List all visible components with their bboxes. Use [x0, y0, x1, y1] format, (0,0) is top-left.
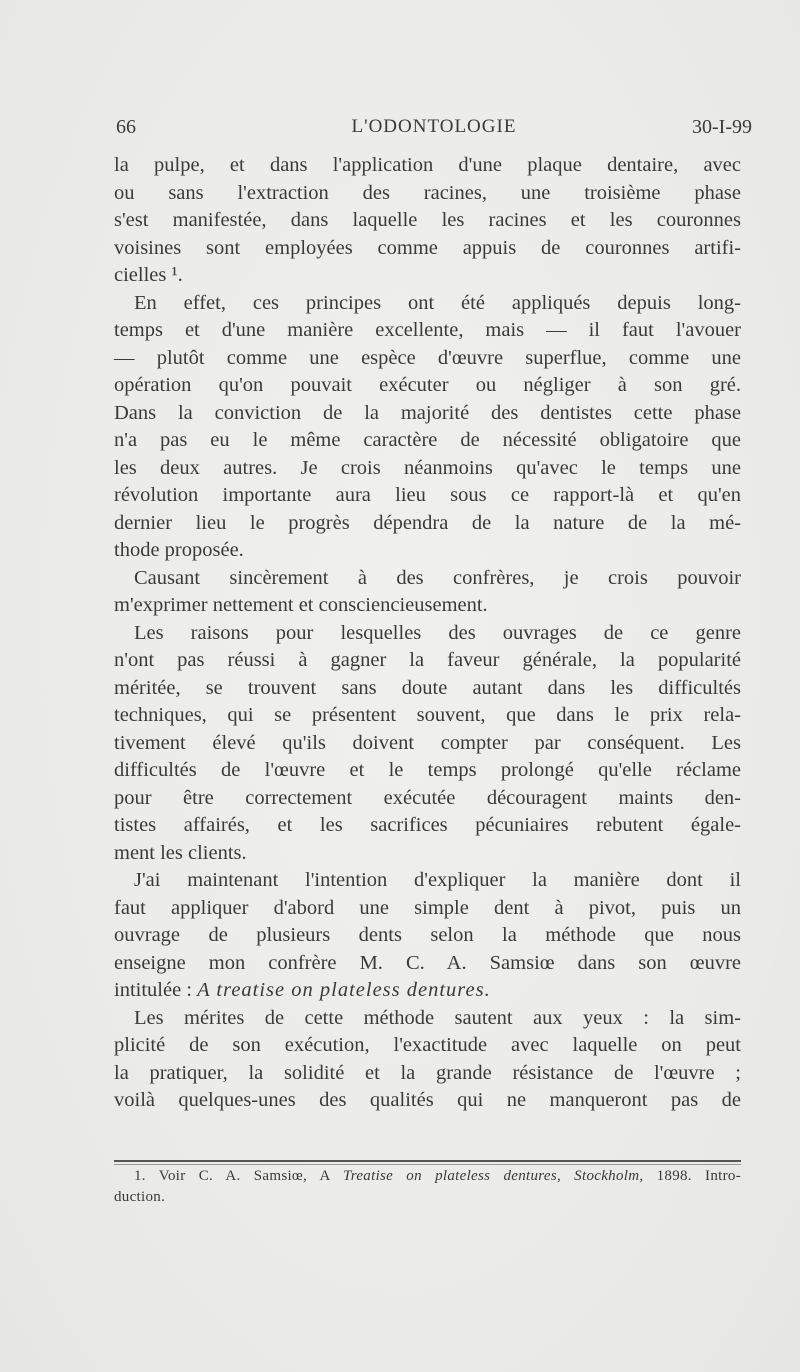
- journal-title: L'ODONTOLOGIE: [351, 116, 517, 137]
- text-line: tistes affairés, et les sacrifices pécuniaires rebutent égale-: [114, 814, 741, 836]
- text-line: En effet, ces principes ont été appliqués depuis long-: [134, 291, 741, 314]
- text-line: voisines sont employées comme appuis de couronnes artifi-: [114, 236, 741, 259]
- text-line: techniques, qui se présentent souvent, que dans le prix rela-: [114, 704, 741, 726]
- footnote-rule: [114, 1160, 741, 1162]
- text-line: la pulpe, et dans l'application d'une plaque dentaire, avec: [114, 154, 741, 176]
- text-line: Causant sincèrement à des confrères, je crois pouvoir: [134, 566, 741, 589]
- issue-date: 30-I-99: [692, 116, 752, 138]
- text-line: ouvrage de plusieurs dents selon la méthode que nous: [114, 924, 741, 946]
- text-line: enseigne mon confrère M. C. A. Samsiœ dans son œuvre: [114, 951, 741, 974]
- text-line: pour être correctement exécutée découragent maints den-: [114, 786, 741, 809]
- text-line: opération qu'on pouvait exécuter ou négliger à son gré.: [114, 374, 741, 396]
- text-line: dernier lieu le progrès dépendra de la nature de la mé-: [114, 511, 741, 534]
- text-line: ou sans l'extraction des racines, une troisième phase: [114, 181, 741, 204]
- text-line: J'ai maintenant l'intention d'expliquer la manière dont il: [134, 869, 741, 891]
- text-line: intitulée :: [114, 979, 192, 1001]
- running-head: [116, 116, 752, 144]
- text-line: plicité de son exécution, l'exactitude avec laquelle on peut: [114, 1034, 741, 1056]
- text-line: thode proposée.: [114, 539, 244, 561]
- text-line: Dans la conviction de la majorité des dentistes cette phase: [114, 401, 741, 424]
- text-line: ment les clients.: [114, 841, 247, 864]
- footnote-italic-title: Treatise on plateless dentures, Stockholm,: [342, 1168, 644, 1184]
- footnote-line: [114, 1166, 741, 1187]
- text-line: n'a pas eu le même caractère de nécessité obligatoire que: [114, 429, 741, 451]
- body-text: [114, 152, 741, 1115]
- page-number: 66: [116, 116, 136, 138]
- text-line: révolution importante aura lieu sous ce rapport-là et qu'en: [114, 484, 741, 506]
- text-line: m'exprimer nettement et consciencieusement.: [114, 594, 488, 616]
- text-line: cielles ¹.: [114, 264, 183, 286]
- text-line: méritée, se trouvent sans doute autant dans les difficultés: [114, 676, 741, 699]
- text-line: Les raisons pour lesquelles des ouvrages de ce genre: [134, 621, 741, 644]
- text-line: temps et d'une manière excellente, mais — il faut l'avouer: [114, 319, 741, 341]
- footnote-suffix: 1898. Intro-: [656, 1168, 741, 1184]
- text-line: les deux autres. Je crois néanmoins qu'avec le temps une: [114, 456, 741, 479]
- text-line: s'est manifestée, dans laquelle les racines et les couronnes: [114, 209, 741, 231]
- footnote: [114, 1166, 741, 1208]
- text-line: difficultés de l'œuvre et le temps prolongé qu'elle réclame: [114, 759, 741, 781]
- text-line: faut appliquer d'abord une simple dent à pivot, puis un: [114, 896, 741, 919]
- text-line: la pratiquer, la solidité et la grande résistance de l'œuvre ;: [114, 1061, 741, 1084]
- footnote-line-2: duction.: [114, 1189, 166, 1205]
- text-line: — plutôt comme une espèce d'œuvre superflue, comme une: [114, 346, 741, 369]
- italic-book-title: A treatise on plateless dentures.: [197, 979, 491, 1001]
- text-line: Les mérites de cette méthode sautent aux yeux : la sim-: [134, 1006, 741, 1029]
- text-line-with-title: [114, 977, 741, 1005]
- text-line: voilà quelques-unes des qualités qui ne manqueront pas de: [114, 1089, 741, 1111]
- footnote-prefix: 1. Voir C. A. Samsiœ, A: [134, 1168, 330, 1184]
- text-line: tivement élevé qu'ils doivent compter par conséquent. Les: [114, 731, 741, 754]
- text-line: n'ont pas réussi à gagner la faveur générale, la popularité: [114, 649, 741, 671]
